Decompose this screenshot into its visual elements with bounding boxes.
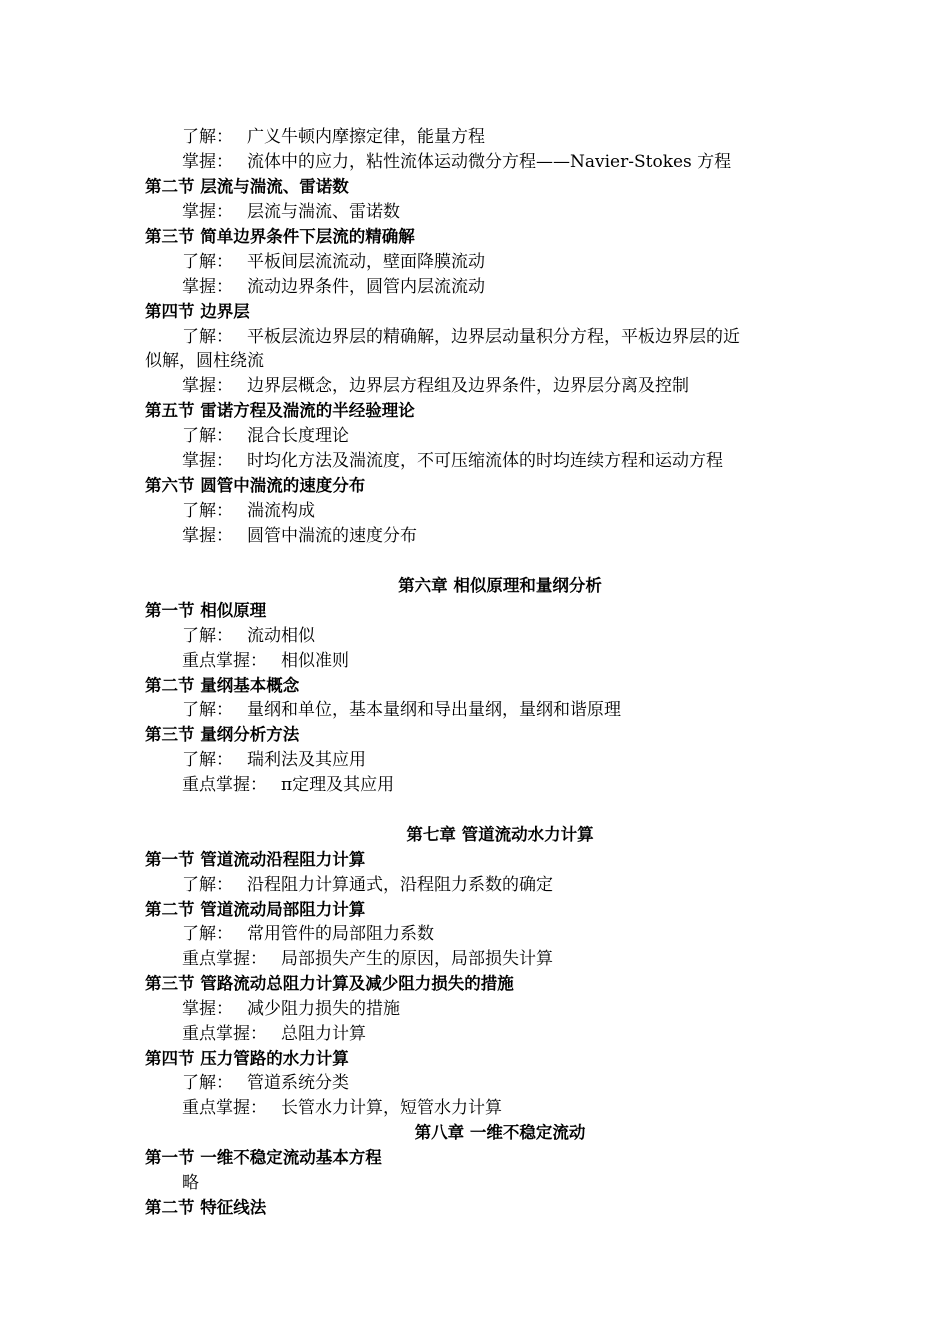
section-heading: 第二节 特征线法 [145,1198,267,1217]
requirement-line [182,998,400,1020]
requirement-level-label: 重点掌握： [182,1098,267,1118]
section-heading: 第一节 相似原理 [145,601,267,620]
requirement-text: 常用管件的局部阻力系数 [247,924,434,944]
requirement-level-label: 了解： [182,750,233,770]
chapter-heading: 第八章 一维不稳定流动 [414,1123,586,1142]
requirement-text: 局部损失产生的原因，局部损失计算 [281,949,553,969]
requirement-level-label: 了解： [182,127,233,147]
requirement-line [182,276,485,298]
requirement-text: 流动相似 [247,626,315,646]
requirement-level-label: 重点掌握： [182,651,267,671]
requirement-line [182,425,349,447]
requirement-level-label: 掌握： [182,451,233,471]
requirement-text: 广义牛顿内摩擦定律，能量方程 [247,127,485,147]
requirement-line [182,1097,502,1119]
section-heading: 第四节 压力管路的水力计算 [145,1049,349,1068]
requirement-line [182,201,400,223]
requirement-level-label: 掌握： [182,202,233,222]
section-heading: 第六节 圆管中湍流的速度分布 [145,476,366,495]
requirement-level-label: 了解： [182,924,233,944]
requirement-line [182,699,621,721]
requirement-level-label: 了解： [182,501,233,521]
requirement-text: 边界层概念，边界层方程组及边界条件，边界层分离及控制 [247,376,689,396]
section-heading: 第一节 一维不稳定流动基本方程 [145,1148,382,1167]
continuation-text: 似解，圆柱绕流 [145,351,264,371]
requirement-level-label: 了解： [182,626,233,646]
requirement-text: 相似准则 [281,651,349,671]
requirement-line [182,948,553,970]
requirement-level-label: 了解： [182,1073,233,1093]
requirement-line [182,625,315,647]
requirement-text: 湍流构成 [247,501,315,521]
requirement-text: 瑞利法及其应用 [247,750,366,770]
requirement-text: 平板层流边界层的精确解，边界层动量积分方程，平板边界层的近 [247,327,740,347]
requirement-line [182,1023,366,1045]
requirement-text: 长管水力计算，短管水力计算 [281,1098,502,1118]
requirement-level-label: 重点掌握： [182,775,267,795]
requirement-line [182,525,417,547]
requirement-line [182,774,394,796]
requirement-text: 时均化方法及湍流度，不可压缩流体的时均连续方程和运动方程 [247,451,723,471]
requirement-text: 混合长度理论 [247,426,349,446]
section-heading: 第四节 边界层 [145,302,250,321]
requirement-level-label: 了解： [182,327,233,347]
chapter-heading: 第六章 相似原理和量纲分析 [398,576,602,595]
requirement-line [182,1072,349,1094]
requirement-text: 减少阻力损失的措施 [247,999,400,1019]
requirement-text: 流体中的应力，粘性流体运动微分方程——Navier-Stokes 方程 [247,152,732,172]
requirement-level-label: 掌握： [182,277,233,297]
section-heading: 第一节 管道流动沿程阻力计算 [145,850,366,869]
requirement-level-label: 了解： [182,700,233,720]
section-heading: 第三节 量纲分析方法 [145,725,300,744]
requirement-line [182,650,349,672]
requirement-level-label: 重点掌握： [182,1024,267,1044]
chapter-heading: 第七章 管道流动水力计算 [406,825,594,844]
requirement-text: 平板间层流流动，壁面降膜流动 [247,252,485,272]
requirement-line [182,874,553,896]
requirement-level-label: 掌握： [182,152,233,172]
requirement-line [182,450,723,472]
requirement-text: π定理及其应用 [281,775,395,795]
requirement-text: 流动边界条件，圆管内层流流动 [247,277,485,297]
section-heading: 第二节 管道流动局部阻力计算 [145,900,366,919]
requirement-text: 管道系统分类 [247,1073,349,1093]
requirement-line [182,375,689,397]
requirement-text: 层流与湍流、雷诺数 [247,202,400,222]
section-heading: 第三节 管路流动总阻力计算及减少阻力损失的措施 [145,974,514,993]
requirement-line [182,749,366,771]
requirement-line [182,326,740,348]
requirement-line [182,251,485,273]
requirement-level-label: 重点掌握： [182,949,267,969]
requirement-level-label: 了解： [182,252,233,272]
requirement-text: 量纲和单位，基本量纲和导出量纲，量纲和谐原理 [247,700,621,720]
requirement-level-label: 掌握： [182,376,233,396]
requirement-text: 总阻力计算 [281,1024,366,1044]
requirement-line [182,151,731,173]
body-text: 略 [182,1173,199,1193]
requirement-line [182,126,485,148]
requirement-level-label: 掌握： [182,526,233,546]
requirement-level-label: 掌握： [182,999,233,1019]
requirement-text: 圆管中湍流的速度分布 [247,526,417,546]
requirement-line [182,923,434,945]
requirement-line [182,500,315,522]
requirement-level-label: 了解： [182,426,233,446]
requirement-level-label: 了解： [182,875,233,895]
section-heading: 第三节 简单边界条件下层流的精确解 [145,227,415,246]
requirement-text: 沿程阻力计算通式，沿程阻力系数的确定 [247,875,553,895]
section-heading: 第五节 雷诺方程及湍流的半经验理论 [145,401,415,420]
section-heading: 第二节 量纲基本概念 [145,676,300,695]
section-heading: 第二节 层流与湍流、雷诺数 [145,177,349,196]
